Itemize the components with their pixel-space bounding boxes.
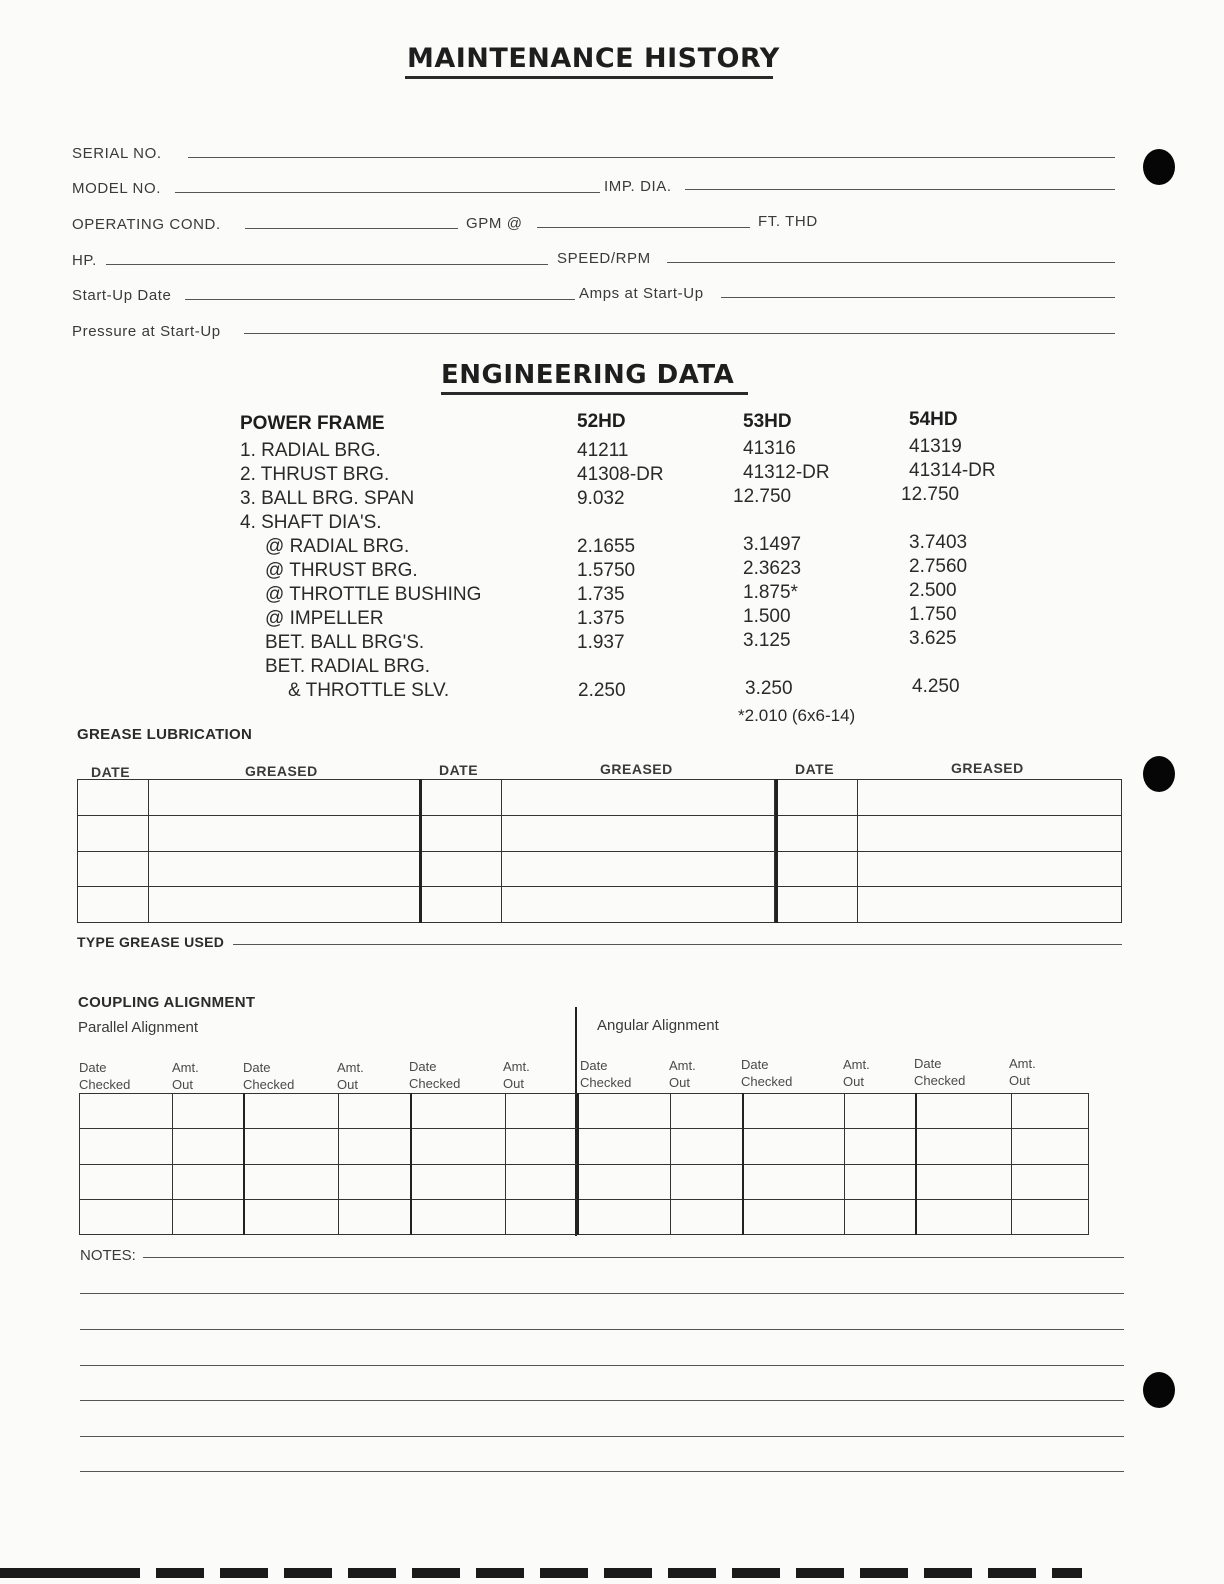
- grease-date-cell[interactable]: [775, 780, 857, 816]
- eng-value-54hd-7: 2.500: [909, 580, 957, 601]
- column-53hd: 53HD: [743, 411, 792, 432]
- coupling-header-line-2: Out: [503, 1076, 524, 1091]
- coupling-header-line-2: Out: [337, 1077, 358, 1092]
- notes-line-4[interactable]: [80, 1365, 1124, 1366]
- coupling-header-line-1: Amt.: [669, 1058, 696, 1073]
- coupling-amt-cell[interactable]: [505, 1094, 578, 1129]
- notes-line-7[interactable]: [80, 1471, 1124, 1472]
- speed-rpm-label: SPEED/RPM: [557, 250, 651, 267]
- grease-header-greased-3: GREASED: [951, 760, 1024, 776]
- column-54hd: 54HD: [909, 409, 958, 430]
- coupling-amt-cell[interactable]: [1011, 1164, 1088, 1199]
- coupling-header-line-1: Date: [914, 1056, 942, 1071]
- eng-row-label-4-shaft-dia-s: 4. SHAFT DIA'S.: [240, 512, 382, 533]
- grease-greased-cell[interactable]: [502, 887, 775, 923]
- grease-greased-cell[interactable]: [148, 780, 419, 816]
- coupling-header-amt-out: [503, 1058, 530, 1092]
- pressure-startup-field[interactable]: [244, 333, 1115, 334]
- eng-row-label-2-thrust-brg: 2. THRUST BRG.: [240, 464, 390, 485]
- amps-startup-label: Amps at Start-Up: [579, 285, 704, 302]
- coupling-date-cell[interactable]: [578, 1199, 670, 1234]
- imp-dia-field[interactable]: [685, 189, 1115, 190]
- coupling-header-line-1: Date: [409, 1059, 437, 1074]
- coupling-table: [79, 1093, 1089, 1235]
- coupling-amt-cell[interactable]: [172, 1199, 244, 1234]
- grease-date-cell[interactable]: [78, 851, 149, 887]
- coupling-amt-cell[interactable]: [844, 1094, 916, 1129]
- coupling-header-amt-out: [669, 1057, 696, 1091]
- coupling-amt-cell[interactable]: [338, 1129, 411, 1164]
- eng-value-54hd-8: 1.750: [909, 604, 957, 625]
- coupling-date-cell[interactable]: [743, 1129, 844, 1164]
- coupling-date-cell[interactable]: [411, 1199, 505, 1234]
- coupling-amt-cell[interactable]: [844, 1199, 916, 1234]
- eng-value-52hd-11: 2.250: [578, 680, 626, 701]
- coupling-header-line-1: Amt.: [172, 1060, 199, 1075]
- hp-label: HP.: [72, 252, 97, 269]
- coupling-date-cell[interactable]: [80, 1094, 173, 1129]
- coupling-amt-cell[interactable]: [670, 1199, 743, 1234]
- coupling-date-cell[interactable]: [80, 1129, 173, 1164]
- power-frame-heading: POWER FRAME: [240, 413, 385, 434]
- column-52hd: 52HD: [577, 411, 626, 432]
- grease-greased-cell[interactable]: [502, 780, 775, 816]
- grease-date-cell[interactable]: [775, 815, 857, 851]
- coupling-header-date-checked: [79, 1059, 130, 1093]
- grease-date-cell[interactable]: [775, 851, 857, 887]
- grease-table-row: [78, 887, 1122, 923]
- grease-header-date-2: DATE: [439, 762, 479, 778]
- coupling-header-line-1: Date: [79, 1060, 107, 1075]
- angular-alignment-label: Angular Alignment: [597, 1017, 719, 1034]
- eng-value-52hd-3: 9.032: [577, 488, 625, 509]
- coupling-amt-cell[interactable]: [505, 1164, 578, 1199]
- notes-label: NOTES:: [80, 1247, 136, 1264]
- coupling-amt-cell[interactable]: [1011, 1094, 1088, 1129]
- engineering-title: ENGINEERING DATA: [441, 360, 735, 390]
- grease-date-cell[interactable]: [78, 780, 149, 816]
- grease-date-cell[interactable]: [78, 815, 149, 851]
- scan-edge-marks: [0, 1560, 1224, 1584]
- coupling-date-cell[interactable]: [244, 1164, 338, 1199]
- model-no-field[interactable]: [175, 192, 600, 193]
- coupling-alignment-heading: COUPLING ALIGNMENT: [78, 994, 256, 1011]
- coupling-header-line-2: Checked: [580, 1075, 632, 1090]
- coupling-amt-cell[interactable]: [670, 1164, 743, 1199]
- grease-greased-cell[interactable]: [148, 887, 419, 923]
- coupling-header-date-checked: [580, 1057, 631, 1091]
- coupling-header-date-checked: [741, 1056, 792, 1090]
- coupling-header-line-2: Checked: [741, 1074, 793, 1089]
- eng-row-label-impeller: @ IMPELLER: [265, 608, 384, 629]
- eng-row-label-3-ball-brg-span: 3. BALL BRG. SPAN: [240, 488, 415, 509]
- eng-row-label-bet-ball-brg-s: BET. BALL BRG'S.: [265, 632, 425, 653]
- binder-hole-top: [1143, 149, 1175, 185]
- binder-hole-bottom: [1143, 1372, 1175, 1408]
- coupling-header-line-1: Amt.: [337, 1060, 364, 1075]
- notes-line-1[interactable]: [143, 1257, 1124, 1258]
- speed-rpm-field[interactable]: [667, 262, 1115, 263]
- coupling-date-cell[interactable]: [411, 1129, 505, 1164]
- coupling-date-cell[interactable]: [916, 1164, 1011, 1199]
- coupling-amt-cell[interactable]: [670, 1094, 743, 1129]
- eng-value-52hd-9: 1.937: [577, 632, 625, 653]
- grease-header-date-1: DATE: [91, 764, 131, 780]
- grease-lubrication-heading: GREASE LUBRICATION: [77, 726, 253, 743]
- eng-value-52hd-5: 2.1655: [577, 536, 636, 557]
- eng-value-53hd-6: 2.3623: [743, 558, 802, 579]
- eng-row-label-1-radial-brg: 1. RADIAL BRG.: [240, 440, 381, 461]
- grease-header-greased-1: GREASED: [245, 763, 318, 779]
- grease-date-cell[interactable]: [78, 887, 149, 923]
- coupling-header-amt-out: [337, 1059, 364, 1093]
- engineering-footnote: *2.010 (6x6-14): [738, 706, 856, 725]
- eng-value-53hd-3: 12.750: [733, 486, 792, 507]
- serial-no-field[interactable]: [188, 157, 1115, 158]
- eng-value-54hd-3: 12.750: [901, 484, 960, 505]
- coupling-date-cell[interactable]: [578, 1164, 670, 1199]
- eng-value-53hd-5: 3.1497: [743, 534, 802, 555]
- operating-cond-field[interactable]: [245, 228, 458, 229]
- grease-table-row: [78, 851, 1122, 887]
- coupling-header-line-1: Amt.: [1009, 1056, 1036, 1071]
- parallel-alignment-label: Parallel Alignment: [78, 1019, 199, 1036]
- coupling-amt-cell[interactable]: [844, 1129, 916, 1164]
- grease-greased-cell[interactable]: [502, 815, 775, 851]
- model-no-label: MODEL NO.: [72, 180, 162, 197]
- grease-date-cell[interactable]: [419, 851, 501, 887]
- operating-cond-label: OPERATING COND.: [72, 216, 221, 233]
- coupling-date-cell[interactable]: [578, 1129, 670, 1164]
- grease-divider-2: [775, 779, 778, 923]
- grease-greased-cell[interactable]: [857, 780, 1121, 816]
- coupling-date-cell[interactable]: [80, 1199, 173, 1234]
- coupling-amt-cell[interactable]: [505, 1129, 578, 1164]
- grease-greased-cell[interactable]: [857, 815, 1121, 851]
- coupling-date-cell[interactable]: [411, 1094, 505, 1129]
- grease-date-cell[interactable]: [775, 887, 857, 923]
- coupling-table-row: [80, 1094, 1089, 1129]
- grease-date-cell[interactable]: [419, 815, 501, 851]
- coupling-header-line-2: Checked: [914, 1073, 966, 1088]
- coupling-table-row: [80, 1164, 1089, 1199]
- coupling-amt-cell[interactable]: [172, 1094, 244, 1129]
- coupling-date-cell[interactable]: [743, 1164, 844, 1199]
- eng-row-label-bet-radial-brg: BET. RADIAL BRG.: [265, 656, 431, 677]
- coupling-date-cell[interactable]: [743, 1094, 844, 1129]
- coupling-header-date-checked: [409, 1058, 460, 1092]
- grease-greased-cell[interactable]: [857, 851, 1121, 887]
- eng-value-52hd-2: 41308-DR: [577, 464, 664, 485]
- eng-value-54hd-2: 41314-DR: [909, 460, 996, 481]
- startup-date-field[interactable]: [185, 299, 575, 300]
- coupling-date-cell[interactable]: [916, 1094, 1011, 1129]
- eng-row-label-radial-brg: @ RADIAL BRG.: [265, 536, 410, 557]
- startup-date-label: Start-Up Date: [72, 287, 172, 304]
- grease-greased-cell[interactable]: [148, 851, 419, 887]
- coupling-header-line-2: Checked: [243, 1077, 295, 1092]
- eng-value-54hd-1: 41319: [909, 436, 962, 457]
- coupling-header-amt-out: [843, 1056, 870, 1090]
- coupling-amt-cell[interactable]: [670, 1129, 743, 1164]
- eng-value-53hd-7: 1.875*: [743, 582, 798, 603]
- eng-row-label-throttle-bushing: @ THROTTLE BUSHING: [265, 584, 482, 605]
- grease-greased-cell[interactable]: [502, 851, 775, 887]
- coupling-date-cell[interactable]: [411, 1164, 505, 1199]
- ft-thd-label: FT. THD: [758, 213, 818, 230]
- grease-table-row: [78, 780, 1122, 816]
- coupling-date-cell[interactable]: [916, 1199, 1011, 1234]
- coupling-header-date-checked: [914, 1055, 965, 1089]
- grease-header-greased-2: GREASED: [600, 761, 673, 777]
- pressure-startup-label: Pressure at Start-Up: [72, 323, 221, 340]
- coupling-header-line-2: Out: [172, 1077, 193, 1092]
- grease-divider-1: [419, 779, 422, 923]
- coupling-date-cell[interactable]: [244, 1199, 338, 1234]
- imp-dia-label: IMP. DIA.: [604, 178, 672, 195]
- coupling-header-line-1: Date: [741, 1057, 769, 1072]
- coupling-table-row: [80, 1199, 1089, 1234]
- grease-table-row: [78, 815, 1122, 851]
- eng-value-54hd-11: 4.250: [912, 676, 960, 697]
- coupling-header-line-1: Date: [243, 1060, 271, 1075]
- coupling-amt-cell[interactable]: [1011, 1129, 1088, 1164]
- grease-greased-cell[interactable]: [148, 815, 419, 851]
- eng-value-52hd-1: 41211: [577, 440, 629, 461]
- eng-value-52hd-8: 1.375: [577, 608, 625, 629]
- title-underline: [405, 76, 773, 79]
- coupling-header-line-2: Out: [1009, 1073, 1030, 1088]
- notes-line-2[interactable]: [80, 1293, 1124, 1294]
- coupling-date-cell[interactable]: [916, 1129, 1011, 1164]
- grease-date-cell[interactable]: [419, 780, 501, 816]
- eng-value-52hd-6: 1.5750: [577, 560, 636, 581]
- coupling-date-cell[interactable]: [743, 1199, 844, 1234]
- gpm-field[interactable]: [537, 227, 750, 228]
- coupling-amt-cell[interactable]: [1011, 1199, 1088, 1234]
- coupling-header-date-checked: [243, 1059, 294, 1093]
- coupling-date-cell[interactable]: [244, 1129, 338, 1164]
- coupling-header-line-2: Checked: [409, 1076, 461, 1091]
- type-grease-used-field[interactable]: [233, 944, 1122, 945]
- serial-no-label: SERIAL NO.: [72, 145, 162, 162]
- eng-row-label-thrust-brg: @ THRUST BRG.: [265, 560, 418, 581]
- grease-table: [77, 779, 1122, 923]
- eng-value-53hd-1: 41316: [743, 438, 796, 459]
- coupling-table-row: [80, 1129, 1089, 1164]
- coupling-header-amt-out: [1009, 1055, 1036, 1089]
- eng-value-54hd-5: 3.7403: [909, 532, 968, 553]
- coupling-header-amt-out: [172, 1059, 199, 1093]
- grease-greased-cell[interactable]: [857, 887, 1121, 923]
- eng-value-53hd-2: 41312-DR: [743, 462, 830, 483]
- notes-line-6[interactable]: [80, 1436, 1124, 1437]
- gpm-label: GPM @: [466, 215, 523, 232]
- hp-field[interactable]: [106, 264, 548, 265]
- coupling-header-line-1: Amt.: [503, 1059, 530, 1074]
- eng-value-53hd-8: 1.500: [743, 606, 791, 627]
- engineering-underline: [441, 392, 748, 395]
- coupling-date-cell[interactable]: [80, 1164, 173, 1199]
- binder-hole-middle: [1143, 756, 1175, 792]
- eng-value-53hd-11: 3.250: [745, 678, 793, 699]
- eng-value-54hd-9: 3.625: [909, 628, 957, 649]
- coupling-date-cell[interactable]: [578, 1094, 670, 1129]
- coupling-header-line-2: Out: [843, 1074, 864, 1089]
- notes-line-5[interactable]: [80, 1400, 1124, 1401]
- grease-date-cell[interactable]: [419, 887, 501, 923]
- eng-value-53hd-9: 3.125: [743, 630, 791, 651]
- coupling-date-cell[interactable]: [244, 1094, 338, 1129]
- coupling-amt-cell[interactable]: [172, 1129, 244, 1164]
- coupling-amt-cell[interactable]: [338, 1199, 411, 1234]
- coupling-amt-cell[interactable]: [172, 1164, 244, 1199]
- type-grease-used-label: TYPE GREASE USED: [77, 934, 225, 950]
- coupling-header-line-2: Checked: [79, 1077, 131, 1092]
- eng-value-52hd-7: 1.735: [577, 584, 625, 605]
- notes-line-3[interactable]: [80, 1329, 1124, 1330]
- grease-header-date-3: DATE: [795, 761, 835, 777]
- page-title: MAINTENANCE HISTORY: [407, 43, 780, 74]
- amps-startup-field[interactable]: [721, 297, 1115, 298]
- coupling-header-line-1: Amt.: [843, 1057, 870, 1072]
- coupling-header-line-2: Out: [669, 1075, 690, 1090]
- eng-value-54hd-6: 2.7560: [909, 556, 968, 577]
- coupling-header-line-1: Date: [580, 1058, 608, 1073]
- coupling-amt-cell[interactable]: [505, 1199, 578, 1234]
- coupling-amt-cell[interactable]: [844, 1164, 916, 1199]
- coupling-amt-cell[interactable]: [338, 1164, 411, 1199]
- coupling-amt-cell[interactable]: [338, 1094, 411, 1129]
- eng-row-label-throttle-slv: & THROTTLE SLV.: [288, 680, 450, 701]
